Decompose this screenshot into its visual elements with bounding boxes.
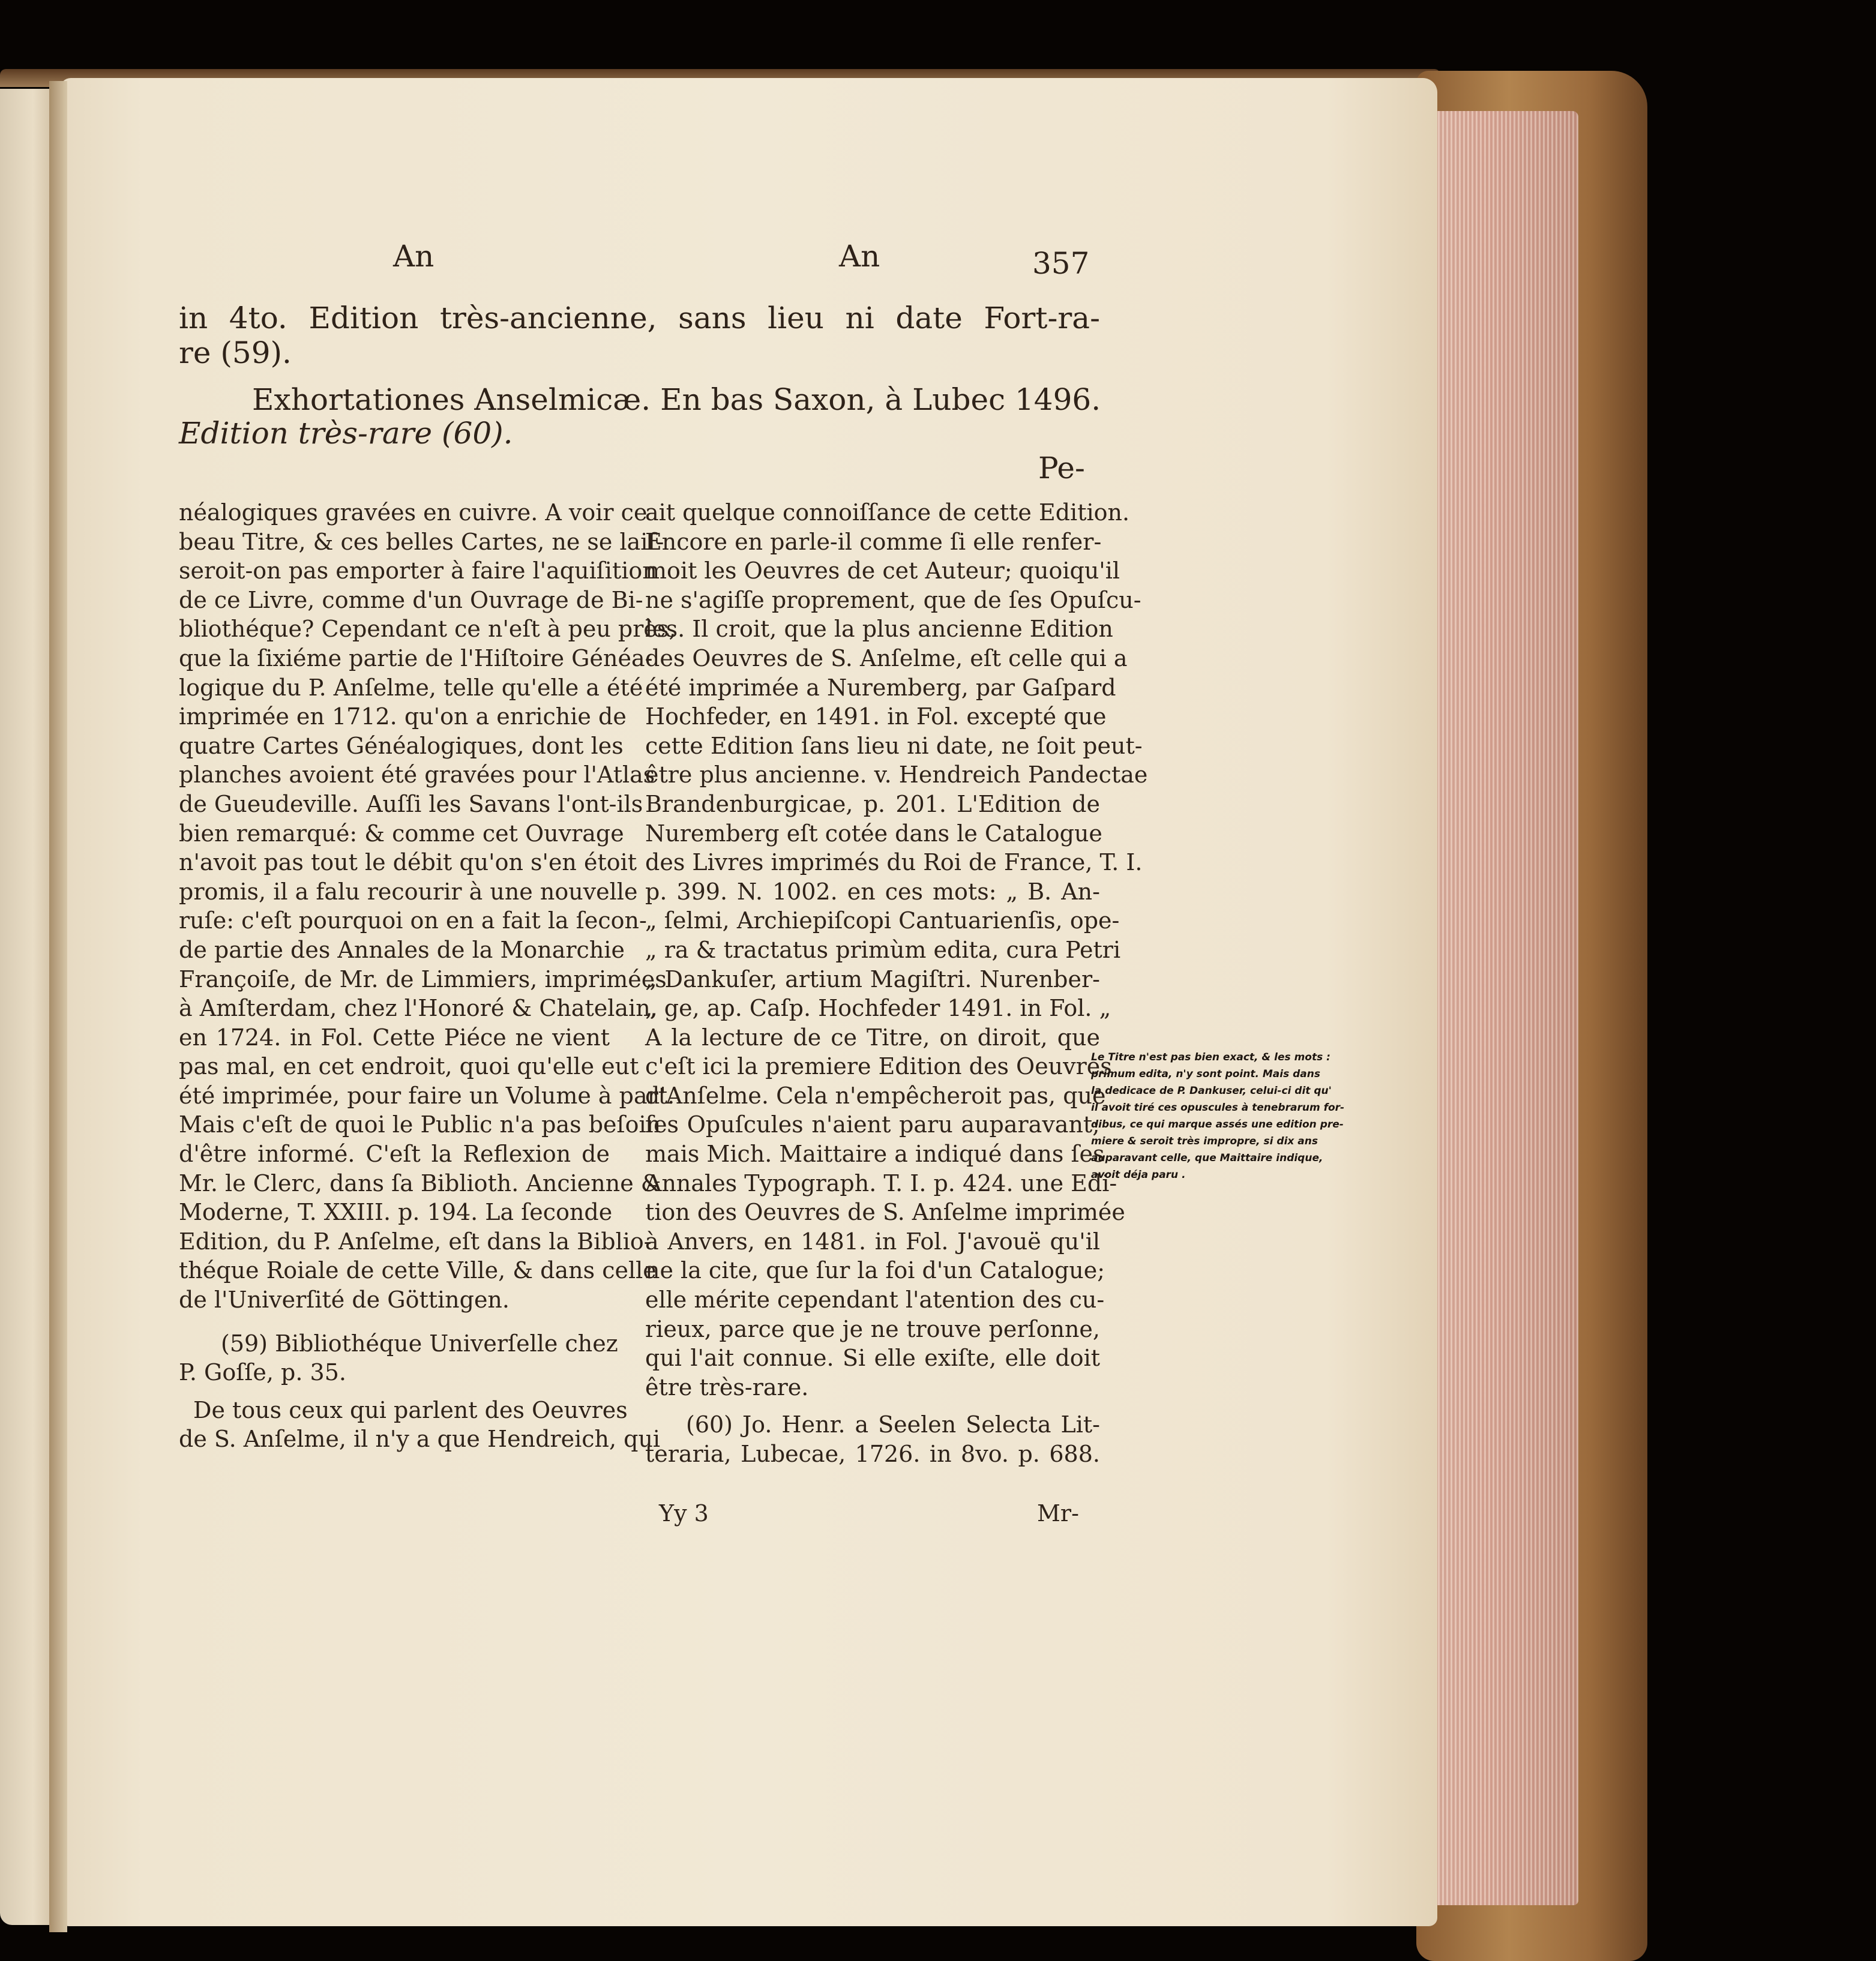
handwritten-line: la dedicace de P. Dankuser, celui-ci dit qu' — [1091, 1085, 1332, 1097]
right-line: „ ge, ap. Caſp. Hochfeder 1491. in Fol. „ — [645, 995, 1111, 1022]
right-line: des Livres imprimés du Roi de France, T. I. — [645, 849, 1143, 876]
left-line: promis, il a falu recourir à une nouvelle — [179, 878, 638, 905]
right-line: d'Anſelme. Cela n'empêcheroit pas, que — [645, 1082, 1106, 1109]
left-line: d'être informé. C'eſt la Reflexion de — [179, 1141, 610, 1168]
left-line: pas mal, en cet endroit, quoi qu'elle eut — [179, 1053, 639, 1080]
footnote-60: (60) Jo. Henr. a Seelen Selecta Lit- — [686, 1411, 1100, 1438]
right-line: Nuremberg eſt cotée dans le Catalogue — [645, 820, 1102, 847]
left-line: Françoiſe, de Mr. de Limmiers, imprimées — [179, 965, 667, 993]
right-line: être très-rare. — [645, 1374, 809, 1401]
left-line: planches avoient été gravées pour l'Atlas — [179, 761, 655, 788]
right-line: des Oeuvres de S. Anſelme, eſt celle qui a — [645, 644, 1128, 671]
right-line: mais Mich. Maittaire a indiqué dans ſes — [645, 1141, 1105, 1168]
right-line: rieux, parce que je ne trouve perſonne, — [645, 1315, 1100, 1342]
handwritten-line: dibus, ce qui marque assés une edition pre- — [1091, 1119, 1344, 1131]
right-line: ne s'agiſſe proprement, que de ſes Opuſcu- — [645, 586, 1141, 613]
running-header-center: An — [839, 239, 880, 274]
top-line-4: Edition très-rare (60). — [179, 416, 513, 451]
page-number: 357 — [1032, 246, 1090, 281]
left-line: ruſe: c'eſt pourquoi on en a fait la ſecon- — [179, 907, 647, 934]
left-line: bien remarqué: & comme cet Ouvrage — [179, 820, 624, 847]
right-line: été imprimée a Nuremberg, par Gaſpard — [645, 674, 1116, 701]
top-catchword: Pe- — [1038, 451, 1085, 485]
footnote-59: (59) Bibliothéque Univerſelle chez — [221, 1330, 618, 1357]
left-column — [179, 498, 676, 1454]
left-line: néalogiques gravées en cuivre. A voir ce — [179, 499, 648, 526]
footnote-59: P. Goſſe, p. 35. — [179, 1359, 346, 1386]
right-line: „ Dankuſer, artium Magiſtri. Nurenber- — [645, 965, 1100, 993]
right-line: „ ra & tractatus primùm edita, cura Petri — [645, 936, 1121, 963]
handwritten-line: miere & seroit très impropre, si dix ans — [1091, 1135, 1318, 1147]
left-line: quatre Cartes Généalogiques, dont les — [179, 732, 624, 759]
left-line: Mr. le Clerc, dans ſa Biblioth. Ancienne & — [179, 1170, 661, 1197]
right-line: cette Edition ſans lieu ni date, ne ſoit peut- — [645, 732, 1143, 759]
handwritten-line: auparavant celle, que Maittaire indique, — [1091, 1152, 1323, 1164]
right-line: Brandenburgicae, p. 201. L'Edition de — [645, 790, 1100, 817]
right-line: tion des Oeuvres de S. Anſelme imprimée — [645, 1199, 1125, 1226]
footnote-60: teraria, Lubecae, 1726. in 8vo. p. 688. — [645, 1441, 1100, 1467]
right-line: les. Il croit, que la plus ancienne Edition — [645, 616, 1113, 643]
handwritten-line: avoit déja paru . — [1091, 1169, 1186, 1181]
left-line: n'avoit pas tout le débit qu'on s'en étoit — [179, 849, 637, 876]
book-gutter — [49, 81, 67, 1932]
handwritten-line: primum edita, n'y sont point. Mais dans — [1091, 1068, 1320, 1080]
right-line: qui l'ait connue. Si elle exiſte, elle doit — [645, 1345, 1100, 1372]
page-edges — [1421, 111, 1578, 1905]
left-line: seroit-on pas emporter à faire l'aquiſition — [179, 557, 657, 584]
left-line: Moderne, T. XXIII. p. 194. La ſeconde — [179, 1199, 613, 1226]
right-line: c'eſt ici la premiere Edition des Oeuvres — [645, 1053, 1112, 1080]
right-line: ne la cite, que ſur la foi d'un Catalogue; — [645, 1257, 1105, 1284]
right-line: Encore en parle-il comme ſi elle renfer- — [645, 528, 1102, 555]
right-line: „ ſelmi, Archiepiſcopi Cantuarienſis, ope- — [645, 907, 1120, 934]
left-line: Edition, du P. Anſelme, eſt dans la Biblio- — [179, 1228, 652, 1255]
footer-catchword: Mr- — [1037, 1500, 1079, 1527]
right-line: moit les Oeuvres de cet Auteur; quoiqu'il — [645, 557, 1120, 584]
left-line: à Amſterdam, chez l'Honoré & Chatelain, — [179, 995, 658, 1022]
right-line: être plus ancienne. v. Hendreich Pandectae — [645, 761, 1148, 788]
left-line: en 1724. in Fol. Cette Piéce ne vient — [179, 1024, 610, 1051]
left-line: été imprimée, pour faire un Volume à part. — [179, 1082, 675, 1109]
right-line: elle mérite cependant l'atention des cu- — [645, 1287, 1105, 1314]
left-line: imprimée en 1712. qu'on a enrichie de — [179, 703, 627, 730]
left-line: de ce Livre, comme d'un Ouvrage de Bi- — [179, 586, 643, 613]
left-line: de partie des Annales de la Monarchie — [179, 936, 625, 963]
running-header-left: An — [393, 239, 434, 274]
left-tail-line: De tous ceux qui parlent des Oeuvres — [193, 1396, 628, 1423]
left-tail-line: de S. Anſelme, il n'y a que Hendreich, qui — [179, 1426, 661, 1453]
left-line: de l'Univerſité de Göttingen. — [179, 1287, 510, 1314]
left-line: Mais c'eſt de quoi le Public n'a pas beſoin — [179, 1111, 661, 1138]
left-line: beau Titre, & ces belles Cartes, ne se laiſ- — [179, 528, 664, 555]
left-line: logique du P. Anſelme, telle qu'elle a été — [179, 674, 643, 701]
handwritten-line: Le Titre n'est pas bien exact, & les mots : — [1091, 1051, 1330, 1063]
handwritten-line: il avoit tiré ces opuscules à tenebrarum for- — [1091, 1102, 1345, 1114]
handwritten-marginal-note — [1091, 1049, 1344, 1183]
left-line: de Gueudeville. Auſſi les Savans l'ont-ils — [179, 790, 643, 817]
right-line: ait quelque connoiſſance de cette Edition. — [645, 499, 1130, 526]
right-line: ſes Opuſcules n'aient paru auparavant; — [645, 1111, 1100, 1138]
top-line-1: in 4to. Edition très-ancienne, sans lieu ni date Fort-ra- — [179, 301, 1100, 335]
right-line: p. 399. N. 1002. en ces mots: „ B. An- — [645, 878, 1100, 905]
top-line-2: re (59). — [179, 335, 292, 370]
signature-mark: Yy 3 — [659, 1500, 709, 1527]
right-line: à Anvers, en 1481. in Fol. J'avouë qu'il — [645, 1228, 1100, 1255]
right-line: Annales Typograph. T. I. p. 424. une Edi- — [645, 1170, 1117, 1197]
right-line: Hochfeder, en 1491. in Fol. excepté que — [645, 703, 1107, 730]
left-line: théque Roiale de cette Ville, & dans celle — [179, 1257, 657, 1284]
right-line: A la lecture de ce Titre, on diroit, que — [645, 1024, 1100, 1051]
left-line: bliothéque? Cependant ce n'eſt à peu près, — [179, 616, 676, 643]
top-line-3: Exhortationes Anselmicæ. En bas Saxon, à Lubec 1496. — [252, 382, 1101, 417]
left-line: que la ſixiéme partie de l'Hiſtoire Généa- — [179, 644, 653, 671]
